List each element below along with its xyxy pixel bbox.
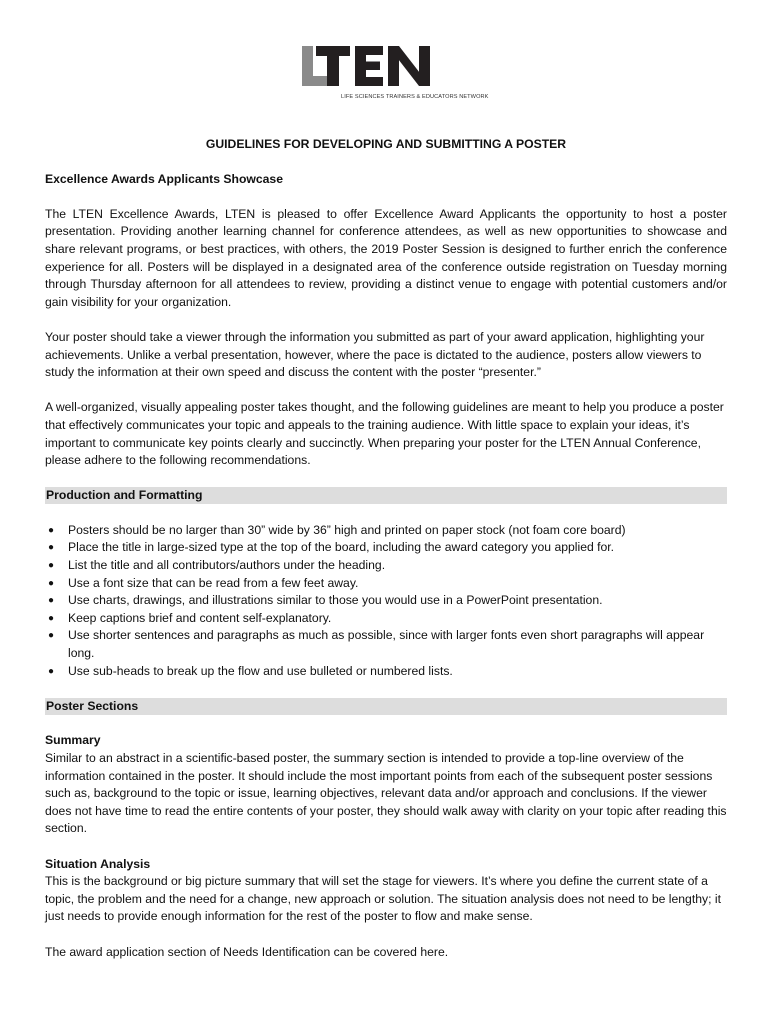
summary-heading: Summary <box>45 733 101 748</box>
list-item: ● Keep captions brief and content self-explanatory. <box>45 610 727 628</box>
list-item: ● Use shorter sentences and paragraphs as much as possible, since with larger fonts even short paragraphs will appear long. <box>47 628 705 661</box>
intro-paragraph-1: The LTEN Excellence Awards, LTEN is pleased to offer Excellence Award Applicants the opportunity to host a poster presentation. Providing another learning channel for conference attendees, as well as new opportunities to showcase and share relevant programs, or best practices, with others, the 2019 Poster Session is designed to further enrich the conference experience for all. Posters will be displayed in a designated area of the conference outside registration on Tuesday morning through Thursday afternoon for all attendees to review, providing a distinct venue to engage with potential customers and/or gain visibility for your organization. <box>45 206 727 309</box>
situation-analysis-paragraph: This is the background or big picture summary that will set the stage for viewers. It’s where you define the current state of a topic, the problem and the need for a change, new approach or solution. The situation analysis does not need to be lengthy; it just needs to provide enough information for the rest of the poster to flow and make sense. <box>45 874 721 924</box>
bullet-icon: ● <box>47 595 55 607</box>
list-item: ● Use a font size that can be read from a few feet away. <box>45 575 727 593</box>
intro-paragraph-2: Your poster should take a viewer through the information you submitted as part of your award application, highlighting your achievements. Unlike a verbal presentation, however, where the pace is dictated to the audience, posters allow viewers to study the information at their own speed and discuss the content with the poster “presenter.” <box>45 329 705 380</box>
document-title: GUIDELINES FOR DEVELOPING AND SUBMITTING A POSTER <box>205 137 567 151</box>
bullet-icon: ● <box>47 612 55 624</box>
logo-tagline: LIFE SCIENCES TRAINERS & EDUCATORS NETWORK <box>341 94 489 100</box>
bullet-icon: ● <box>47 524 55 536</box>
production-formatting-heading: Production and Formatting <box>45 487 727 504</box>
production-bullet-list <box>45 522 727 680</box>
list-item: ● Use charts, drawings, and illustrations similar to those you would use in a PowerPoint presentation. <box>45 592 727 610</box>
summary-paragraph: Similar to an abstract in a scientific-based poster, the summary section is intended to provide a top-line overview of the information contained in the poster. It should include the most important points from each of the subsequent poster sessions such as, background to the topic or issue, learning objectives, relevant data and/or approach and conclusions. If the viewer does not have time to read the entire contents of your poster, they should walk away with clarity on your topic after reading this section. <box>45 751 727 836</box>
intro-paragraph-3: A well-organized, visually appealing poster takes thought, and the following guidelines are meant to help you produce a poster that effectively communicates your topic and appeals to the training audience. With little space to explain your ideas, it’s important to communicate key points clearly and succinctly. When preparing your poster for the LTEN Annual Conference, please adhere to the following recommendations. <box>45 400 724 468</box>
situation-analysis-heading: Situation Analysis <box>45 856 151 871</box>
needs-identification-paragraph: The award application section of Needs Identification can be covered here. <box>45 944 449 959</box>
poster-sections-heading: Poster Sections <box>45 698 727 715</box>
list-item: ● Use sub-heads to break up the flow and use bulleted or numbered lists. <box>45 663 727 681</box>
bullet-icon: ● <box>47 577 55 589</box>
bullet-icon: ● <box>47 560 55 572</box>
bullet-icon: ● <box>47 542 55 554</box>
list-item: ● Posters should be no larger than 30” wide by 36” high and printed on paper stock (not foam core board) <box>45 522 727 540</box>
showcase-heading: Excellence Awards Applicants Showcase <box>45 171 283 186</box>
bullet-icon: ● <box>47 665 55 677</box>
list-item: ● List the title and all contributors/authors under the heading. <box>45 557 727 575</box>
list-item: ● Place the title in large-sized type at the top of the board, including the award category you applied for. <box>45 539 727 557</box>
document-body <box>45 136 727 961</box>
bullet-icon: ● <box>47 630 55 642</box>
